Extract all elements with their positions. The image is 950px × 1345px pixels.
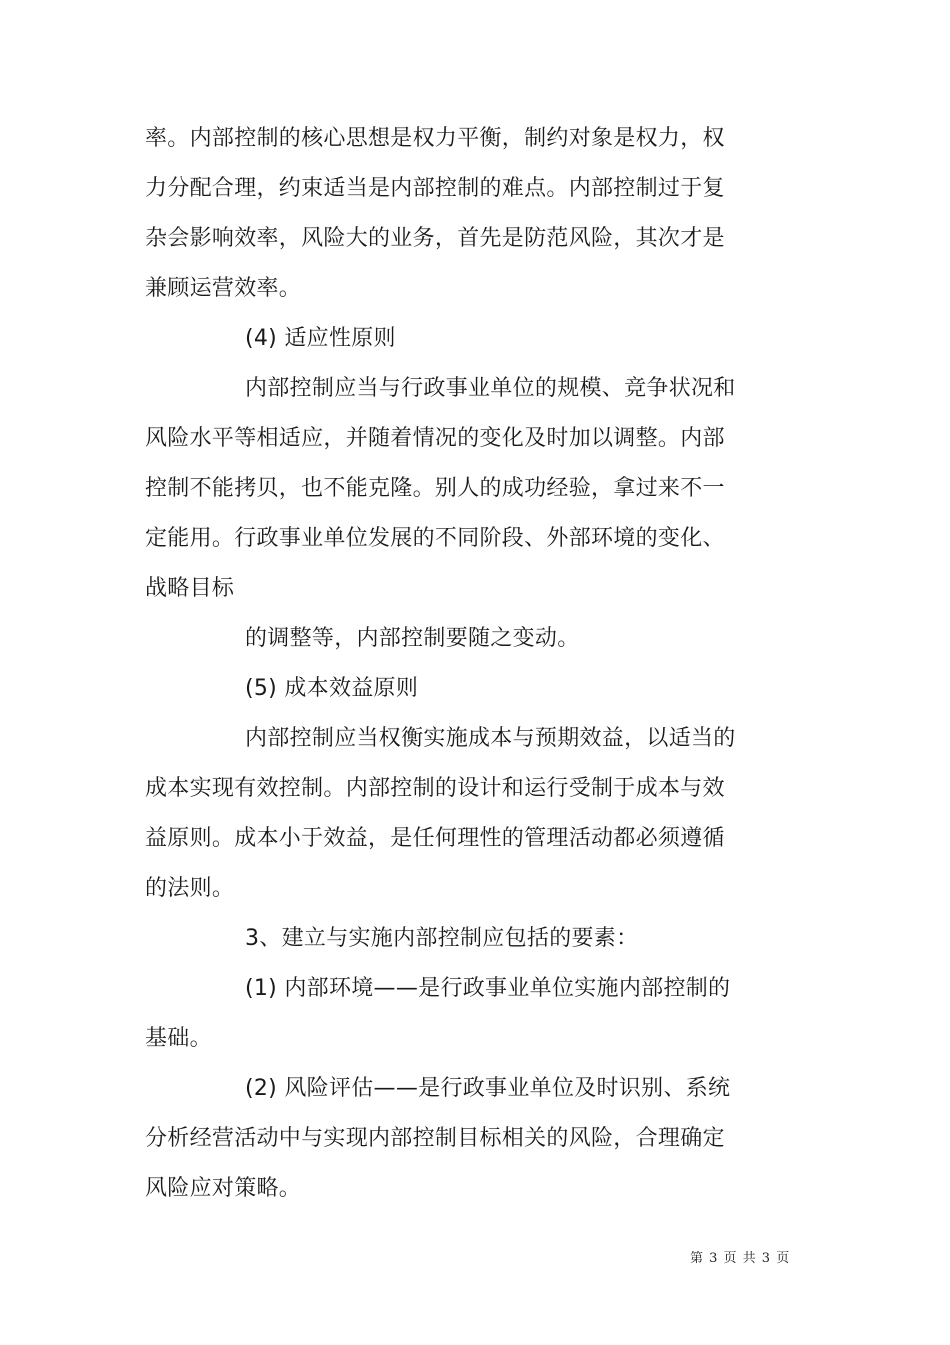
paragraph-line: 分析经营活动中与实现内部控制目标相关的风险，合理确定 bbox=[145, 1126, 725, 1151]
paragraph-line: 率。内部控制的核心思想是权力平衡，制约对象是权力，权 bbox=[145, 126, 725, 151]
paragraph-line: 风险水平等相适应，并随着情况的变化及时加以调整。内部 bbox=[145, 426, 725, 451]
page-number-footer: 第 3 页 共 3 页 bbox=[690, 1251, 791, 1266]
section-heading: (5) 成本效益原则 bbox=[245, 676, 419, 701]
section-heading: 3、建立与实施内部控制应包括的要素： bbox=[245, 926, 639, 951]
paragraph-line: 内部控制应当与行政事业单位的规模、竞争状况和 bbox=[245, 376, 736, 401]
paragraph-line: 控制不能拷贝，也不能克隆。别人的成功经验，拿过来不一 bbox=[145, 476, 725, 501]
paragraph-line: 的调整等，内部控制要随之变动。 bbox=[245, 626, 580, 651]
paragraph-line: 力分配合理，约束适当是内部控制的难点。内部控制过于复 bbox=[145, 176, 725, 201]
paragraph-line: 成本实现有效控制。内部控制的设计和运行受制于成本与效 bbox=[145, 776, 725, 801]
paragraph-line: 兼顾运营效率。 bbox=[145, 276, 302, 301]
paragraph-line: 内部控制应当权衡实施成本与预期效益，以适当的 bbox=[245, 726, 736, 751]
paragraph-line: 的法则。 bbox=[145, 876, 235, 901]
paragraph-line: 战略目标 bbox=[145, 576, 235, 601]
paragraph-line: 定能用。行政事业单位发展的不同阶段、外部环境的变化、 bbox=[145, 526, 725, 551]
list-item: (1) 内部环境——是行政事业单位实施内部控制的 bbox=[245, 976, 731, 1001]
paragraph-line: 基础。 bbox=[145, 1026, 212, 1051]
section-heading: (4) 适应性原则 bbox=[245, 326, 396, 351]
paragraph-line: 杂会影响效率，风险大的业务，首先是防范风险，其次才是 bbox=[145, 226, 725, 251]
paragraph-line: 风险应对策略。 bbox=[145, 1176, 302, 1201]
paragraph-line: 益原则。成本小于效益，是任何理性的管理活动都必须遵循 bbox=[145, 826, 725, 851]
list-item: (2) 风险评估——是行政事业单位及时识别、系统 bbox=[245, 1076, 731, 1101]
